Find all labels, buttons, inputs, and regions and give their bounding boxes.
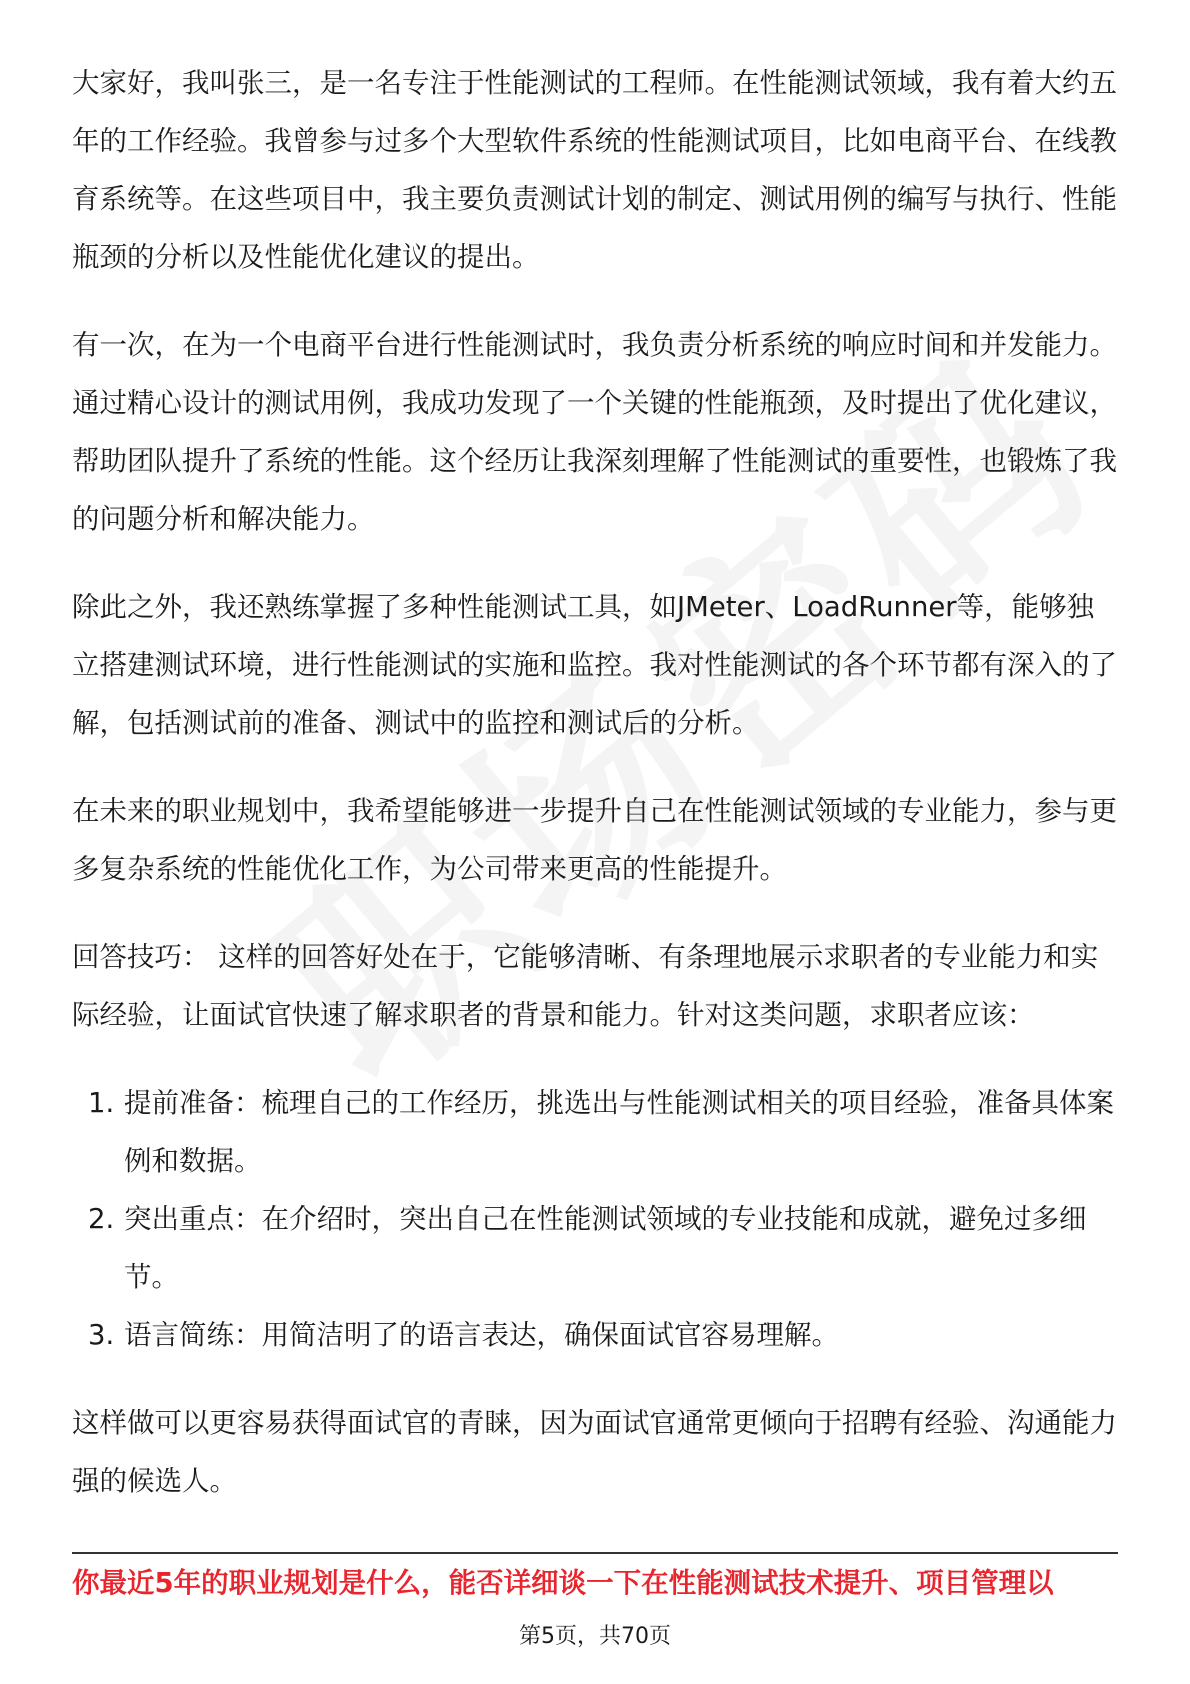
next-question-heading: 你最近5年的职业规划是什么，能否详细谈一下在性能测试技术提升、项目管理以	[72, 1567, 1054, 1599]
list-item	[72, 1190, 1118, 1306]
list-item-number: 3.	[88, 1319, 115, 1351]
list-item-text: 突出重点：在介绍时，突出自己在性能测试领域的专业技能和成就，避免过多细节。	[124, 1203, 1087, 1293]
paragraph-career-plan: 在未来的职业规划中，我希望能够进一步提升自己在性能测试领域的专业能力，参与更多复杂系统的性能优化工作，为公司带来更高的性能提升。	[72, 795, 1117, 885]
paragraph-intro: 大家好，我叫张三，是一名专注于性能测试的工程师。在性能测试领域，我有着大约五年的工作经验。我曾参与过多个大型软件系统的性能测试项目，比如电商平台、在线教育系统等。在这些项目中，我主要负责测试计划的制定、测试用例的编写与执行、性能瓶颈的分析以及性能优化建议的提出。	[72, 67, 1117, 273]
paragraph-tools: 除此之外，我还熟练掌握了多种性能测试工具，如JMeter、LoadRunner等，能够独立搭建测试环境，进行性能测试的实施和监控。我对性能测试的各个环节都有深入的了解，包括测试前的准备、测试中的监控和测试后的分析。	[72, 591, 1117, 739]
document-body	[72, 54, 1118, 1540]
list-item-text: 提前准备：梳理自己的工作经历，挑选出与性能测试相关的项目经验，准备具体案例和数据。	[124, 1087, 1114, 1177]
paragraph-experience: 有一次，在为一个电商平台进行性能测试时，我负责分析系统的响应时间和并发能力。通过精心设计的测试用例，我成功发现了一个关键的性能瓶颈，及时提出了优化建议，帮助团队提升了系统的性能。这个经历让我深刻理解了性能测试的重要性，也锻炼了我的问题分析和解决能力。	[72, 329, 1117, 535]
paragraph-answer-tips: 回答技巧： 这样的回答好处在于，它能够清晰、有条理地展示求职者的专业能力和实际经验，让面试官快速了解求职者的背景和能力。针对这类问题，求职者应该：	[72, 941, 1099, 1031]
list-item-number: 2.	[88, 1203, 115, 1235]
list-item-text: 语言简练：用简洁明了的语言表达，确保面试官容易理解。	[124, 1319, 839, 1351]
paragraph-closing: 这样做可以更容易获得面试官的青睐，因为面试官通常更倾向于招聘有经验、沟通能力强的候选人。	[72, 1407, 1117, 1497]
list-item	[72, 1306, 1118, 1364]
list-item-number: 1.	[88, 1087, 115, 1119]
tips-list	[72, 1074, 1118, 1364]
page-number-footer: 第5页，共70页	[519, 1624, 671, 1649]
section-divider	[72, 1552, 1118, 1554]
list-item	[72, 1074, 1118, 1190]
